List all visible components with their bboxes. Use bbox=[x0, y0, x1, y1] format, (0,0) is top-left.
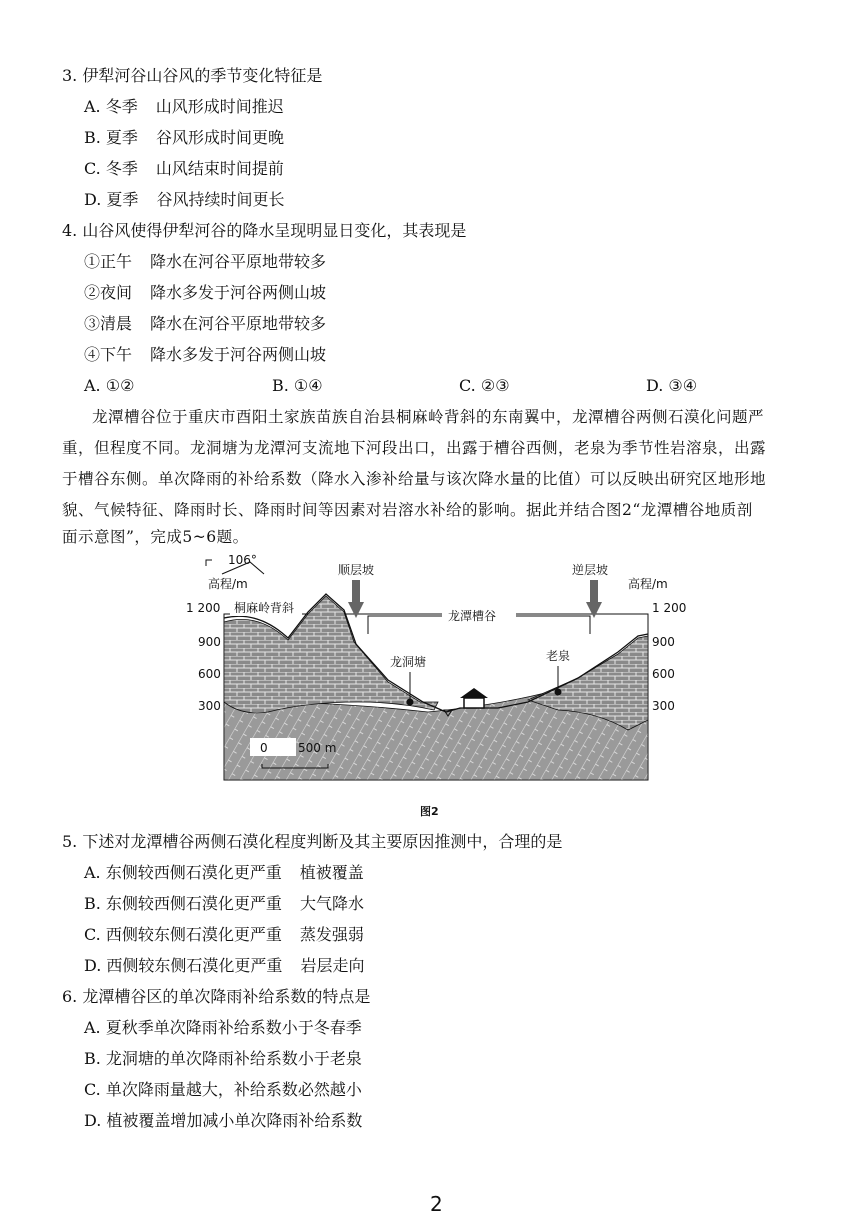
tick-right-600: 600 bbox=[652, 667, 675, 681]
tick-right-300: 300 bbox=[652, 699, 675, 713]
dip-bracket-icon bbox=[206, 560, 212, 566]
geologic-profile-figure bbox=[186, 552, 687, 792]
page-number: 2 bbox=[430, 1192, 443, 1216]
reverse-slope-arrow-shaft bbox=[590, 580, 598, 602]
q3-stem: 3. 伊犁河谷山谷风的季节变化特征是 bbox=[62, 66, 323, 85]
q6-option-b: B. 龙洞塘的单次降雨补给系数小于老泉 bbox=[84, 1049, 362, 1068]
passage-line-3: 于槽谷东侧。单次降雨的补给系数（降水入渗补给量与该次降水量的比值）可以反映出研究区地形地 bbox=[62, 470, 767, 488]
elevation-title-right: 高程/m bbox=[628, 577, 668, 591]
passage-line-5: 面示意图”，完成5~6题。 bbox=[62, 528, 249, 546]
q4-item-4: ④下午 降水多发于河谷两侧山坡 bbox=[84, 345, 327, 364]
q4-choice-b: B. ①④ bbox=[272, 376, 323, 395]
tick-left-600: 600 bbox=[198, 667, 221, 681]
figure-caption: 图2 bbox=[420, 805, 439, 818]
geologic-profile-svg bbox=[186, 552, 687, 792]
passage-line-4: 貌、气候特征、降雨时长、降雨时间等因素对岩溶水补给的影响。据此并结合图2“龙潭槽谷地质剖 bbox=[62, 501, 753, 519]
tick-left-900: 900 bbox=[198, 635, 221, 649]
passage-line-1: 龙潭槽谷位于重庆市酉阳土家族苗族自治县桐麻岭背斜的东南翼中，龙潭槽谷两侧石漠化问题严 bbox=[92, 408, 765, 426]
reverse-slope-label: 逆层坡 bbox=[572, 563, 609, 577]
q4-choice-c: C. ②③ bbox=[459, 376, 510, 395]
valley-label: 龙潭槽谷 bbox=[448, 609, 497, 623]
tick-left-300: 300 bbox=[198, 699, 221, 713]
q3-option-d: D. 夏季 谷风持续时间更长 bbox=[84, 190, 285, 209]
dip-label: 106° bbox=[228, 553, 257, 567]
house-icon bbox=[464, 698, 484, 708]
scale-bg bbox=[250, 738, 296, 756]
tick-right-1200: 1 200 bbox=[652, 601, 687, 615]
q3-option-b: B. 夏季 谷风形成时间更晚 bbox=[84, 128, 284, 147]
scale-zero-label: 0 bbox=[260, 741, 268, 755]
q5-option-c: C. 西侧较东侧石漠化更严重 蒸发强弱 bbox=[84, 925, 364, 944]
q4-item-1: ①正午 降水在河谷平原地带较多 bbox=[84, 252, 327, 271]
q4-stem: 4. 山谷风使得伊犁河谷的降水呈现明显日变化，其表现是 bbox=[62, 221, 467, 240]
q3-option-a: A. 冬季 山风形成时间推迟 bbox=[84, 97, 284, 116]
west-spring-marker-icon bbox=[407, 699, 414, 706]
east-spring-marker-icon bbox=[555, 689, 562, 696]
west-spring-label: 龙洞塘 bbox=[390, 655, 427, 669]
q6-option-a: A. 夏秋季单次降雨补给系数小于冬春季 bbox=[84, 1018, 362, 1037]
q4-item-3: ③清晨 降水在河谷平原地带较多 bbox=[84, 314, 327, 333]
passage-line-2: 重，但程度不同。龙洞塘为龙潭河支流地下河段出口，出露于槽谷西侧，老泉为季节性岩溶泉，出露 bbox=[62, 439, 767, 457]
q6-option-d: D. 植被覆盖增加减小单次降雨补给系数 bbox=[84, 1111, 363, 1130]
elevation-title-left: 高程/m bbox=[208, 577, 248, 591]
q4-item-2: ②夜间 降水多发于河谷两侧山坡 bbox=[84, 283, 327, 302]
q5-option-a: A. 东侧较西侧石漠化更严重 植被覆盖 bbox=[84, 863, 364, 882]
q5-option-b: B. 东侧较西侧石漠化更严重 大气降水 bbox=[84, 894, 364, 913]
q4-choice-d: D. ③④ bbox=[646, 376, 698, 395]
bedding-slope-arrow-shaft bbox=[352, 580, 360, 602]
q6-stem: 6. 龙潭槽谷区的单次降雨补给系数的特点是 bbox=[62, 987, 371, 1006]
q3-option-c: C. 冬季 山风结束时间提前 bbox=[84, 159, 284, 178]
q5-stem: 5. 下述对龙潭槽谷两侧石漠化程度判断及其主要原因推测中，合理的是 bbox=[62, 832, 563, 851]
tick-right-900: 900 bbox=[652, 635, 675, 649]
q4-choice-a: A. ①② bbox=[84, 376, 135, 395]
q5-option-d: D. 西侧较东侧石漠化更严重 岩层走向 bbox=[84, 956, 365, 975]
tick-left-1200: 1 200 bbox=[186, 601, 221, 615]
east-spring-label: 老泉 bbox=[546, 649, 571, 663]
q6-option-c: C. 单次降雨量越大，补给系数必然越小 bbox=[84, 1080, 362, 1099]
scale-length-label: 500 m bbox=[298, 741, 337, 755]
bedding-slope-label: 顺层坡 bbox=[338, 563, 375, 577]
anticline-label: 桐麻岭背斜 bbox=[234, 601, 295, 615]
